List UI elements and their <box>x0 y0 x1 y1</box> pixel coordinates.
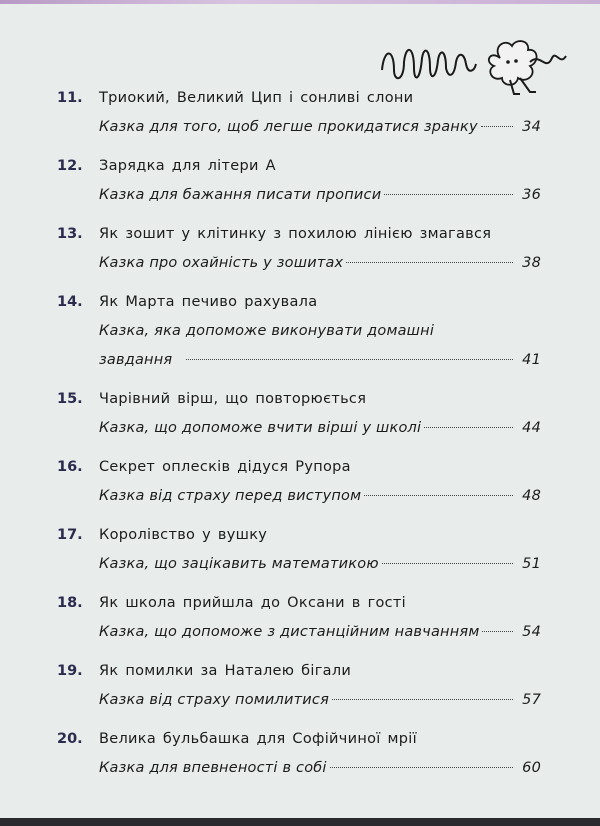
entry-page: 36 <box>522 187 541 203</box>
entry-number: 15. <box>57 391 83 407</box>
entry-subtitle-line <box>0 414 541 443</box>
toc-entry-13[interactable] <box>0 220 600 278</box>
dot-leader <box>330 767 513 768</box>
entry-subtitle-line <box>0 113 541 142</box>
entry-subtitle: Казка для того, щоб легше прокидатися зранку <box>99 119 478 135</box>
entry-subtitle: Казка для бажання писати прописи <box>99 187 382 203</box>
entry-title: Як Марта печиво рахувала <box>99 294 318 310</box>
entry-subtitle-continuation: завдання <box>99 352 173 368</box>
entry-title: Триокий, Великий Цип і сонливі слони <box>99 90 414 106</box>
dot-leader <box>424 427 513 428</box>
entry-subtitle: Казка про охайність у зошитах <box>99 255 344 271</box>
toc-entry-18[interactable] <box>0 589 600 647</box>
dot-leader <box>364 495 513 496</box>
dot-leader <box>481 126 513 127</box>
entry-subtitle-line <box>0 482 541 511</box>
page-bottom-edge <box>0 818 600 826</box>
entry-subtitle-line <box>0 618 541 647</box>
dot-leader <box>382 563 513 564</box>
entry-number: 16. <box>57 459 83 475</box>
entry-subtitle-line <box>0 550 541 579</box>
entry-page: 44 <box>522 420 541 436</box>
entry-number: 13. <box>57 226 83 242</box>
entry-number: 12. <box>57 158 83 174</box>
entry-page: 60 <box>522 760 541 776</box>
entry-title: Як школа прийшла до Оксани в гості <box>99 595 407 611</box>
entry-page: 54 <box>522 624 541 640</box>
toc-entry-19[interactable] <box>0 657 600 715</box>
entry-subtitle-line <box>0 754 541 783</box>
entry-number: 11. <box>57 90 83 106</box>
entry-title: Секрет оплесків дідуся Рупора <box>99 459 351 475</box>
page-top-edge <box>0 0 600 4</box>
dot-leader <box>384 194 513 195</box>
toc-entry-14[interactable] <box>0 288 600 375</box>
dot-leader <box>482 631 513 632</box>
entry-subtitle: Казка від страху перед виступом <box>99 488 362 504</box>
toc-entry-17[interactable] <box>0 521 600 579</box>
entry-number: 19. <box>57 663 83 679</box>
entry-subtitle: Казка, що допоможе з дистанційним навчанням <box>99 624 480 640</box>
entry-page: 48 <box>522 488 541 504</box>
entry-number: 20. <box>57 731 83 747</box>
entry-page: 38 <box>522 255 541 271</box>
entry-subtitle-line <box>0 249 541 278</box>
entry-number: 18. <box>57 595 83 611</box>
toc-entry-20[interactable] <box>0 725 600 783</box>
dot-leader <box>346 262 513 263</box>
entry-title: Чарівний вірш, що повторюється <box>99 391 367 407</box>
dot-leader <box>186 359 513 360</box>
entry-number: 14. <box>57 294 83 310</box>
entry-title: Королівство у вушку <box>99 527 268 543</box>
toc-entry-12[interactable] <box>0 152 600 210</box>
entry-subtitle: Казка, що допоможе вчити вірші у школі <box>99 420 422 436</box>
entry-title: Як зошит у клітинку з похилою лінією змагався <box>99 226 492 242</box>
entry-subtitle-line <box>0 317 541 346</box>
entry-page: 57 <box>522 692 541 708</box>
entry-page: 41 <box>522 352 541 368</box>
entry-page: 34 <box>522 119 541 135</box>
dot-leader <box>332 699 513 700</box>
toc-entry-16[interactable] <box>0 453 600 511</box>
entry-subtitle: Казка, яка допоможе виконувати домашні <box>99 323 435 339</box>
entry-subtitle: Казка для впевненості в собі <box>99 760 327 776</box>
entry-subtitle: Казка, що зацікавить математикою <box>99 556 379 572</box>
entry-page: 51 <box>522 556 541 572</box>
entry-subtitle-line <box>0 346 541 375</box>
entry-title: Велика бульбашка для Софійчиної мрії <box>99 731 417 747</box>
table-of-contents <box>0 84 600 793</box>
entry-number: 17. <box>57 527 83 543</box>
toc-entry-11[interactable] <box>0 84 600 142</box>
entry-title: Як помилки за Наталею бігали <box>99 663 352 679</box>
entry-title: Зарядка для літери А <box>99 158 276 174</box>
entry-subtitle-line <box>0 181 541 210</box>
toc-entry-15[interactable] <box>0 385 600 443</box>
entry-subtitle: Казка від страху помилитися <box>99 692 330 708</box>
entry-subtitle-line <box>0 686 541 715</box>
